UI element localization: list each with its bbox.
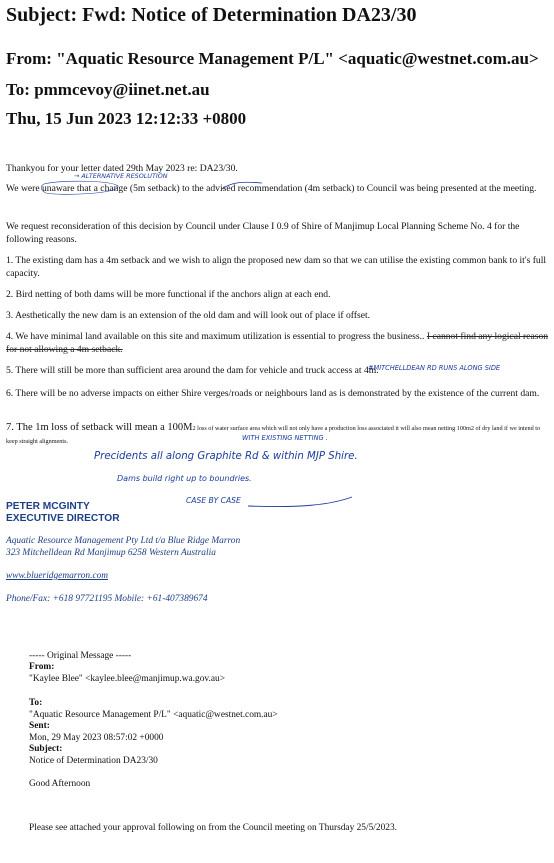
small-print: loss of water surface area which will not only have a production loss associated it will also mean netting 100m2 of dry land if we intend to keep straight alignments. <box>6 425 541 445</box>
handwritten-dams-boundries: Dams build right up to boundries. <box>117 474 252 483</box>
email-subject: Subject: Fwd: Notice of Determination DA23/30 <box>6 4 417 26</box>
signature-phone: Phone/Fax: +618 97721195 Mobile: +61-407389674 <box>6 594 208 604</box>
original-subject-value: Notice of Determination DA23/30 <box>29 756 158 766</box>
handwritten-existing-netting: WITH EXISTING NETTING . <box>242 434 328 442</box>
reason-5: 5. There will still be more than sufficient area around the dam for vehicle and truck access at 4m. <box>6 365 379 376</box>
case-underline <box>248 497 352 507</box>
struck-text: I cannot find any logical reason for not allowing a 4m setback. <box>6 331 549 355</box>
original-sent-value: Mon, 29 May 2023 08:57:02 +0000 <box>29 733 164 743</box>
handwritten-mitchelldean: #MITCHELLDEAN RD RUNS ALONG SIDE <box>368 364 501 372</box>
reason-4 <box>6 331 551 356</box>
original-to-label: To: <box>29 698 43 708</box>
signature-title: EXECUTIVE DIRECTOR <box>6 513 120 524</box>
signature-address: 323 Mitchelldean Rd Manjimup 6258 Western Australia <box>6 548 216 558</box>
reason-2: 2. Bird netting of both dams will be more functional if the anchors align at each end. <box>6 289 331 300</box>
original-sent-label: Sent: <box>29 721 50 731</box>
handwritten-precedents: Precidents all along Graphite Rd & within MJP Shire. <box>94 451 358 462</box>
signature-company: Aquatic Resource Management Pty Ltd t/a Blue Ridge Marron <box>6 536 241 546</box>
handwritten-case-by-case: CASE BY CASE <box>186 496 241 505</box>
signature-website-link[interactable]: www.blueridgemarron.com <box>6 571 109 581</box>
superscript-2: 2 <box>192 425 196 432</box>
original-subject-label: Subject: <box>29 744 63 754</box>
original-from-value: "Kaylee Blee" <kaylee.blee@manjimup.wa.gov.au> <box>29 674 225 684</box>
text-fragment: We were unaware that a change ( <box>6 183 134 194</box>
original-greeting: Good Afternoon <box>29 779 91 789</box>
text-fragment: 4. We have minimal land available on this site and maximum utilization is essential to progress the business.. <box>6 331 425 342</box>
reason-1: 1. The existing dam has a 4m setback and we wish to align the proposed new dam so that we can utilise the existing common bank to it's full capacity. <box>6 255 547 279</box>
reason-3: 3. Aesthetically the new dam is an extension of the old dam and will look out of place if offset. <box>6 310 371 321</box>
email-date: Thu, 15 Jun 2023 12:12:33 +0800 <box>6 109 247 128</box>
email-to: To: pmmcevoy@iinet.net.au <box>6 80 210 99</box>
original-to-value: "Aquatic Resource Management P/L" <aquatic@westnet.com.au> <box>29 710 278 720</box>
text-fragment: 7. The 1m loss of setback will mean a 100M <box>6 422 193 433</box>
original-body: Please see attached your approval following on from the Council meeting on Thursday 25/5/2023. <box>29 823 397 833</box>
paragraph-unaware <box>6 183 551 196</box>
handwritten-alternative-resolution: → ALTERNATIVE RESOLUTION <box>74 172 168 180</box>
email-from: From: "Aquatic Resource Management P/L" <aquatic@westnet.com.au> <box>6 49 539 68</box>
paragraph-request: We request reconsideration of this decision by Council under Clause I 0.9 of Shire of Manjimup Local Planning Scheme No. 4 for the following reasons. <box>6 221 520 245</box>
original-from-label: From: <box>29 662 55 672</box>
signature-name: PETER MCGINTY <box>6 501 90 512</box>
text-fragment: ) to the advised recommendation (4m setback) to Council was being presented at the meeting. <box>176 183 537 194</box>
paragraph-thankyou: Thankyou for your letter dated 29th May 2023 re: DA23/30. <box>6 163 238 174</box>
original-message-divider: ----- Original Message ----- <box>29 651 132 661</box>
reason-6: 6. There will be no adverse impacts on either Shire verges/roads or neighbours land as is demonstrated by the existence of the current dam. <box>6 388 540 399</box>
setback-text: 5m setback <box>133 183 177 194</box>
